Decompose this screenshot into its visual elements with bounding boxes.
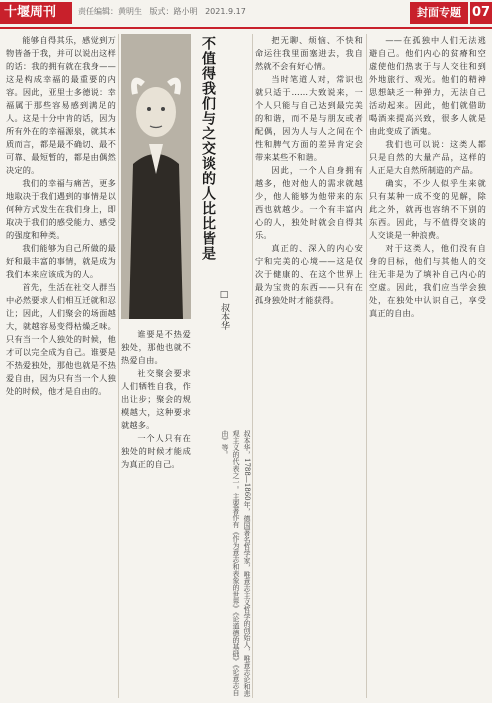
paragraph: 把无聊、烦恼、不快和命运往我里面塞进去，我自然就不会有好心情。 [255,35,363,71]
paragraph: 真正的、深入的内心安宁和完美的心境——这是仅次于健康的、在这个世界上最为宝贵的东西——只有在孤身独处时才能获得。 [255,243,363,305]
paragraph: 谁要是不热爱独处，那他也就不热爱自由。 [121,329,191,365]
paragraph: 我们的幸福与痛苦，更多地取决于我们遇到的事情是以何种方式发生在我们身上，即取决于我们的感受能力、感受的强度和种类。 [6,178,116,240]
page-number: 07 [470,2,492,24]
issue-date: 2021.9.17 [205,7,246,16]
section-label: 封面专题 [410,2,468,24]
paragraph: 能够自得其乐，感觉到万物皆备于我，并可以说出这样的话：我的拥有就在我身——这是构成幸福的最重要的内容。因此，亚里士多德说：幸福属于那些容易感到满足的人。这是十分中肯的话，因为所有外在的幸福源泉，就其本质而言，都是最不确切、最不可靠、最短暂的，都是由偶然决定的。 [6,35,116,175]
paragraph: 一个人只有在独处的时候才能成为真正的自己。 [121,433,191,469]
paragraph: 当时笔道人对，常识也就只适于……大致说来，一个人只能与自己达到最完美的和谐，而不是与朋友或者配偶，因为人与人之间在个性和脾气方面的差异肯定会带来某些不和谐。 [255,74,363,162]
paragraph: 因此，一个人自身拥有越多，他对他人的需求就越少，他人能够为他带来的东西也就越少。一个有丰富内心的人，独处时就会自得其乐。 [255,165,363,240]
header-rule [0,27,492,29]
title-block [199,36,253,276]
article-title: 不值得我们与之交谈的人比比皆是 [200,36,216,261]
paragraph: 对于这类人，他们没有自身的目标，他们与其他人的交往无非是为了填补自己内心的空虚。因此，我们应当学会独处，在独处中认识自己，享受真正的自由。 [369,243,486,318]
body-column-4 [369,34,486,698]
body-column-2 [121,328,191,698]
body-column-1 [6,34,116,698]
author-portrait [121,34,191,319]
body-column-3 [255,34,363,698]
column-divider [118,34,119,698]
editor-credit: 责任编辑：黄明生 [78,7,142,16]
paragraph: 确实，不少人似乎生来就只有某种一成不变的见解，除此之外，就再也容纳不下别的东西。因此，与不值得交谈的人交谈是一种浪费。 [369,178,486,240]
credits-line [78,6,251,17]
paragraph: 我们也可以说：这类人都只是自然的大量产品，这样的人正是大自然所制造的产品。 [369,139,486,175]
paragraph: ——在孤独中人们无法逃避自己。他们内心的贫瘠和空虚使他们热衷于与人交往和到外地旅行、观光。他们的精神思想缺乏一种弹力，无法自己活动起来。因此，他们就借助喝酒来提高兴致，很多人就是由此变成了酒鬼。 [369,35,486,136]
author-byline: □ 叔本华 [219,290,229,330]
author-bio: 叔本华，1788—1860年，德国著名哲学家，唯意志主义哲学的创始人，唯意志论和悲观主义的代表之一。主要著作有《作为意志和表象的世界》《论道德的基础》《论意志自由》等。 [221,430,251,697]
paragraph: 首先，生活在社交人群当中必然要求人们相互迁就和忍让；因此，人们聚会的场面越大，就越容易变得枯燥乏味。只有当一个人独处的时候，他才可以完全成为自己。谁要是不热爱独处，那他也就是不热爱自由，因为只有当一个人独处的时候，他才是自由的。 [6,282,116,396]
column-divider [252,34,253,698]
column-divider [366,34,367,698]
paragraph: 我们能够为自己所做的最好和最丰富的事情，就是成为我们本来应该成为的人。 [6,243,116,279]
layout-credit: 版式：路小明 [149,7,198,16]
paragraph: 社交聚会要求人们牺牲自我，作出让步；聚会的规模越大，这种要求就越多。 [121,368,191,430]
portrait-illustration [121,34,191,319]
masthead: 十堰周刊 [0,2,72,24]
page-header [0,0,492,26]
